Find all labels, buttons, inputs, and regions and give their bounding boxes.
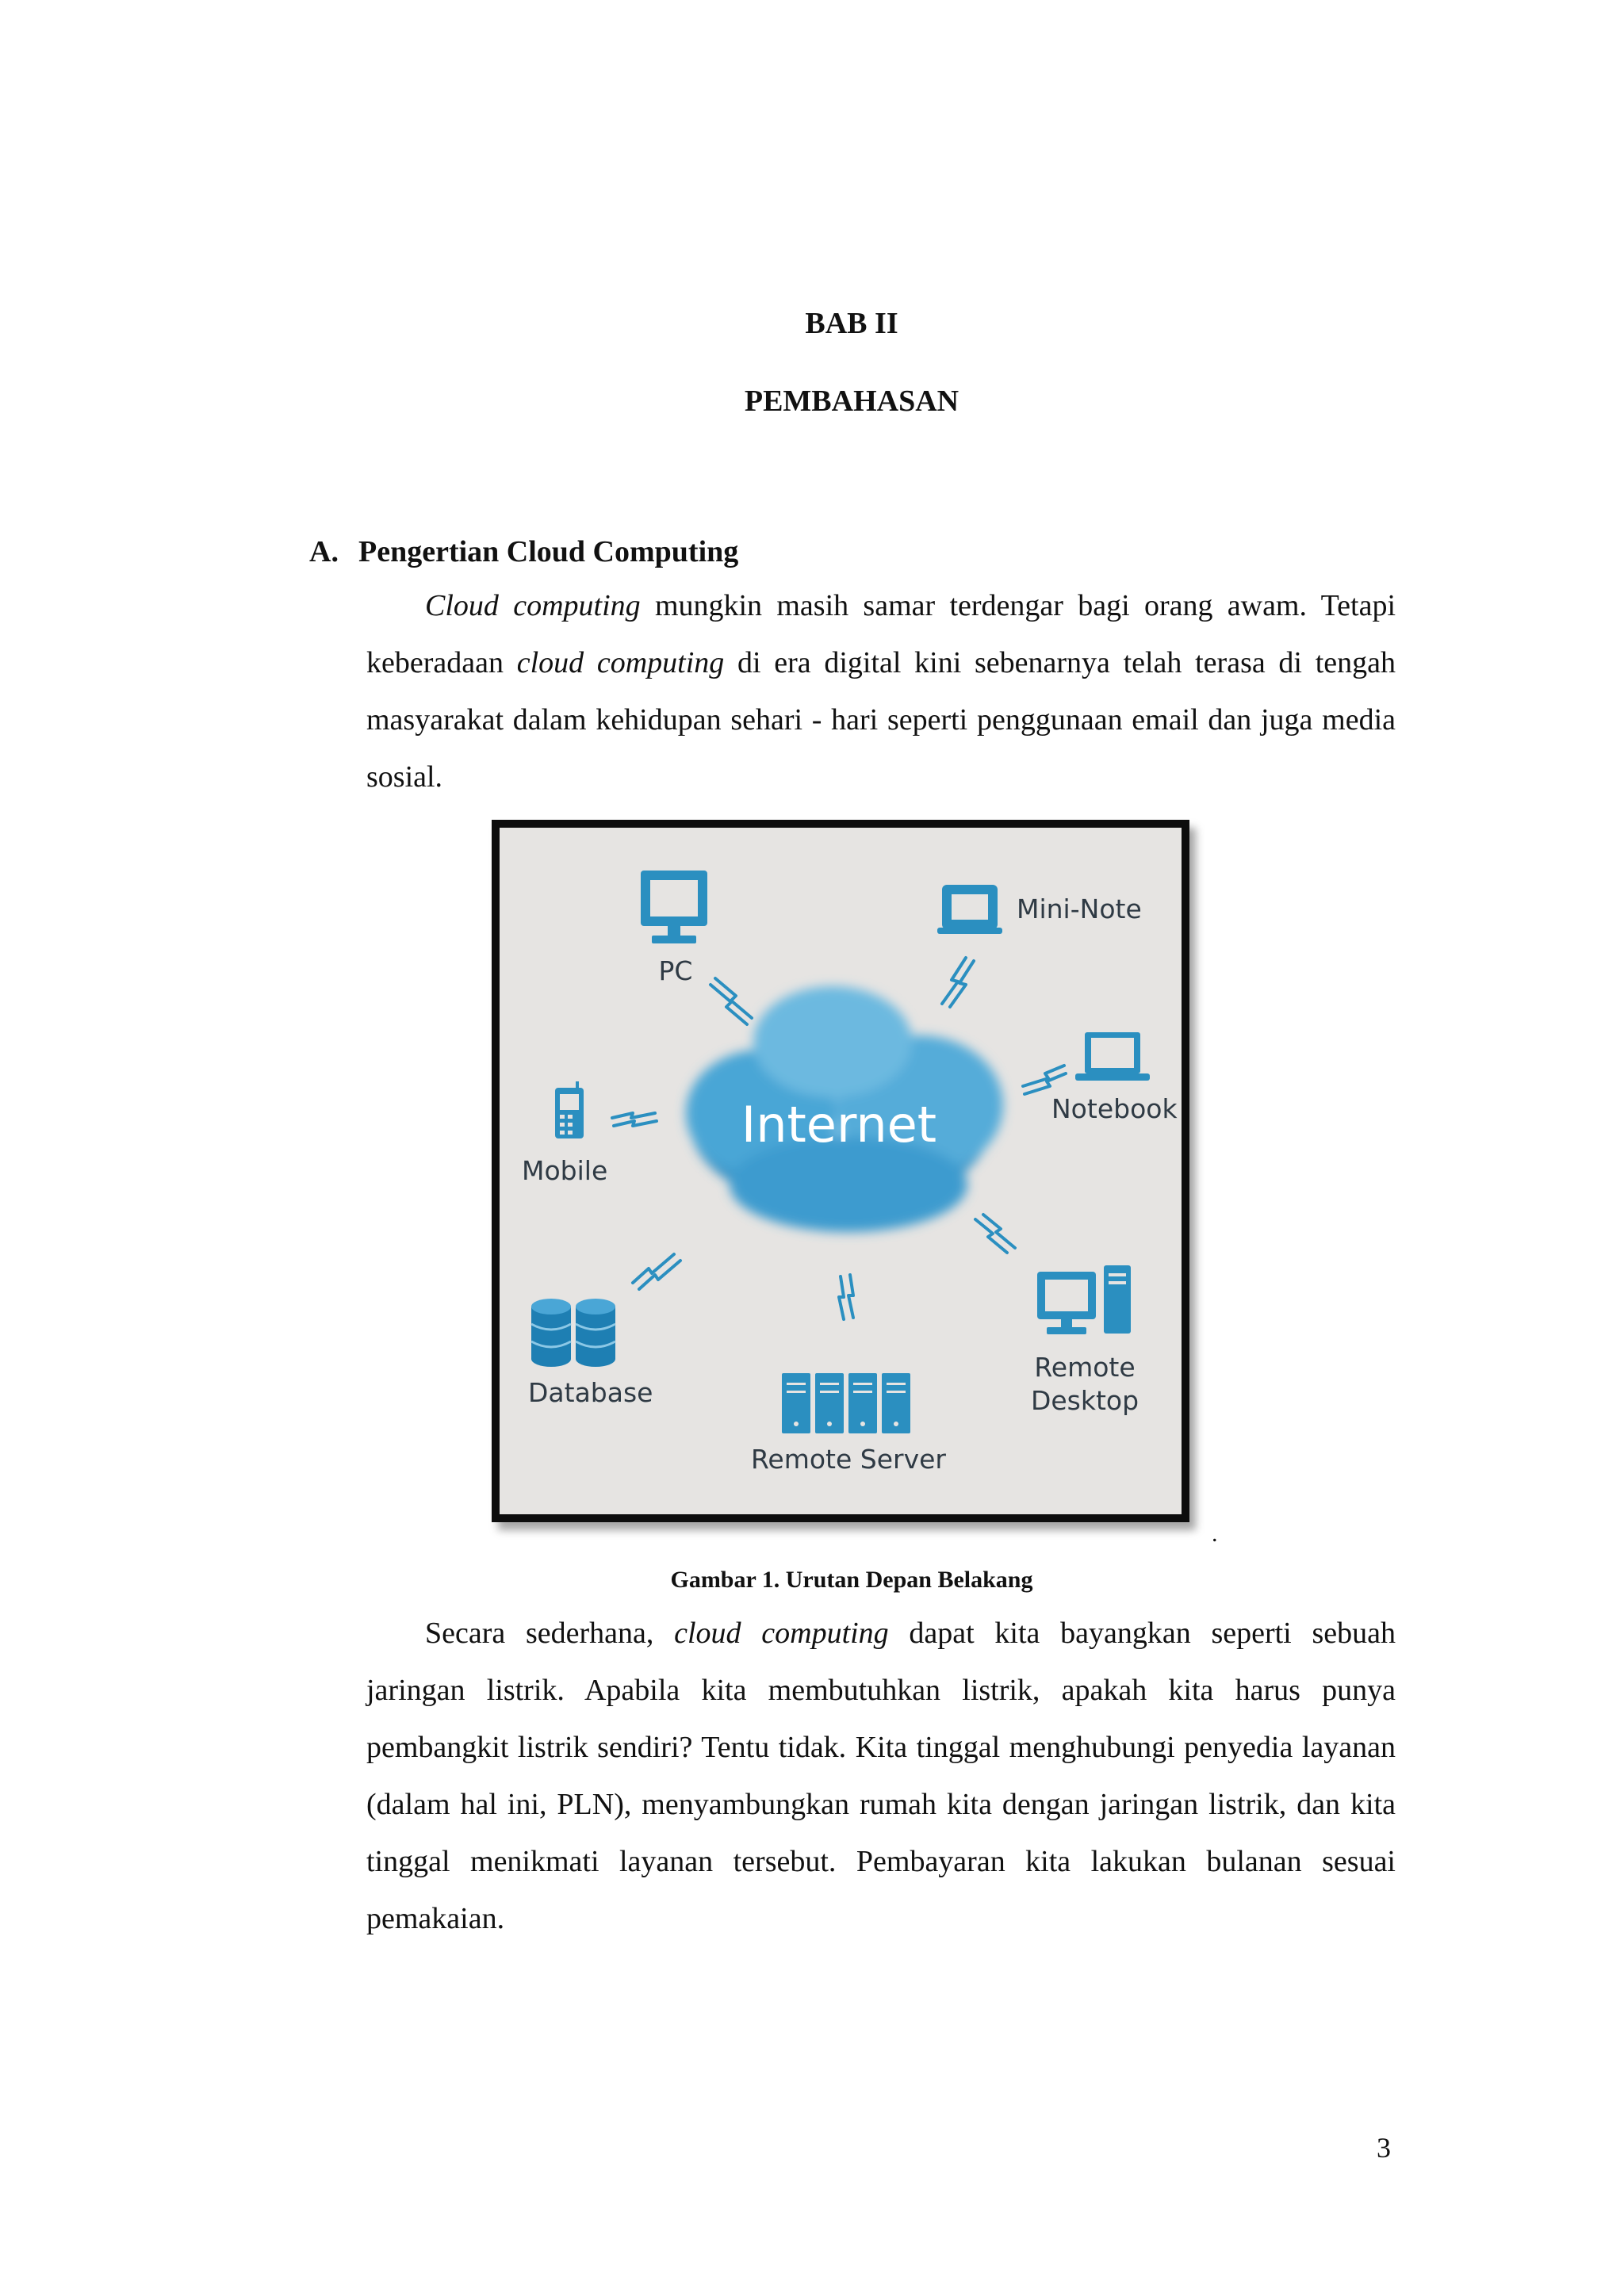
paragraph-text: dapat kita bayangkan seperti sebuah jaringan listrik. Apabila kita membutuhkan listrik, apakah kita harus punya pembangkit listrik sendiri? Tentu tidak. Kita tinggal menghubungi penyedia layanan (dalam hal ini, PLN), menyambungkan rumah kita dengan jaringan listrik, dan kita tinggal menikmati layanan tersebut. Pembayaran kita lakukan bulanan sesuai pemakaian. <box>366 1617 1396 1935</box>
figure-caption: Gambar 1. Urutan Depan Belakang <box>670 1567 1033 1593</box>
stray-dot-mark: . <box>1212 1521 1218 1547</box>
paragraph-intro <box>366 577 1396 806</box>
pc-connection-arrow-icon <box>710 978 752 1024</box>
paragraph-text: mungkin masih samar terdengar bagi orang awam. Tetapi keberadaan <box>366 589 1396 679</box>
remote-server-connection-arrow-icon <box>839 1275 853 1319</box>
remote-desktop-connection-arrow-icon <box>975 1215 1015 1253</box>
pc-icon <box>641 871 707 943</box>
cloud-diagram <box>500 828 1182 1514</box>
mobile-connection-arrow-icon <box>612 1113 657 1126</box>
cloud-diagram-figure <box>492 820 1189 1522</box>
remote-server-icon <box>782 1373 910 1433</box>
term-cloud-computing: cloud computing <box>516 646 725 679</box>
database-icon <box>531 1299 615 1367</box>
notebook-label: Notebook <box>1051 1093 1178 1124</box>
chapter-title: BAB II <box>805 307 898 340</box>
remote-desktop-label-line1: Remote <box>1034 1352 1136 1383</box>
chapter-subtitle: PEMBAHASAN <box>744 385 959 418</box>
section-heading <box>309 534 738 569</box>
database-connection-arrow-icon <box>633 1254 680 1289</box>
mini-note-label: Mini-Note <box>1017 894 1142 924</box>
paragraph-analogy <box>366 1605 1396 1947</box>
section-number: A. <box>309 535 339 568</box>
section-title: Pengertian Cloud Computing <box>358 535 739 568</box>
mobile-phone-icon <box>555 1081 584 1138</box>
pc-label: PC <box>658 955 693 986</box>
term-cloud-computing: cloud computing <box>674 1617 889 1650</box>
mini-note-connection-arrow-icon <box>942 958 974 1007</box>
paragraph-text: di era digital kini sebenarnya telah terasa di tengah masyarakat dalam kehidupan sehari - hari seperti penggunaan email dan juga media sosial. <box>366 646 1396 794</box>
mini-note-icon <box>937 885 1002 934</box>
mobile-label: Mobile <box>522 1155 608 1186</box>
paragraph-text: Secara sederhana, <box>425 1617 675 1650</box>
term-cloud-computing: Cloud computing <box>425 589 641 622</box>
remote-desktop-label-line2: Desktop <box>1030 1385 1139 1416</box>
remote-server-label: Remote Server <box>750 1444 947 1475</box>
database-label: Database <box>528 1377 653 1408</box>
remote-desktop-icon <box>1037 1265 1131 1334</box>
internet-label: Internet <box>741 1096 937 1154</box>
notebook-icon <box>1075 1032 1150 1081</box>
page-number: 3 <box>1377 2132 1391 2164</box>
notebook-connection-arrow-icon <box>1023 1066 1066 1094</box>
